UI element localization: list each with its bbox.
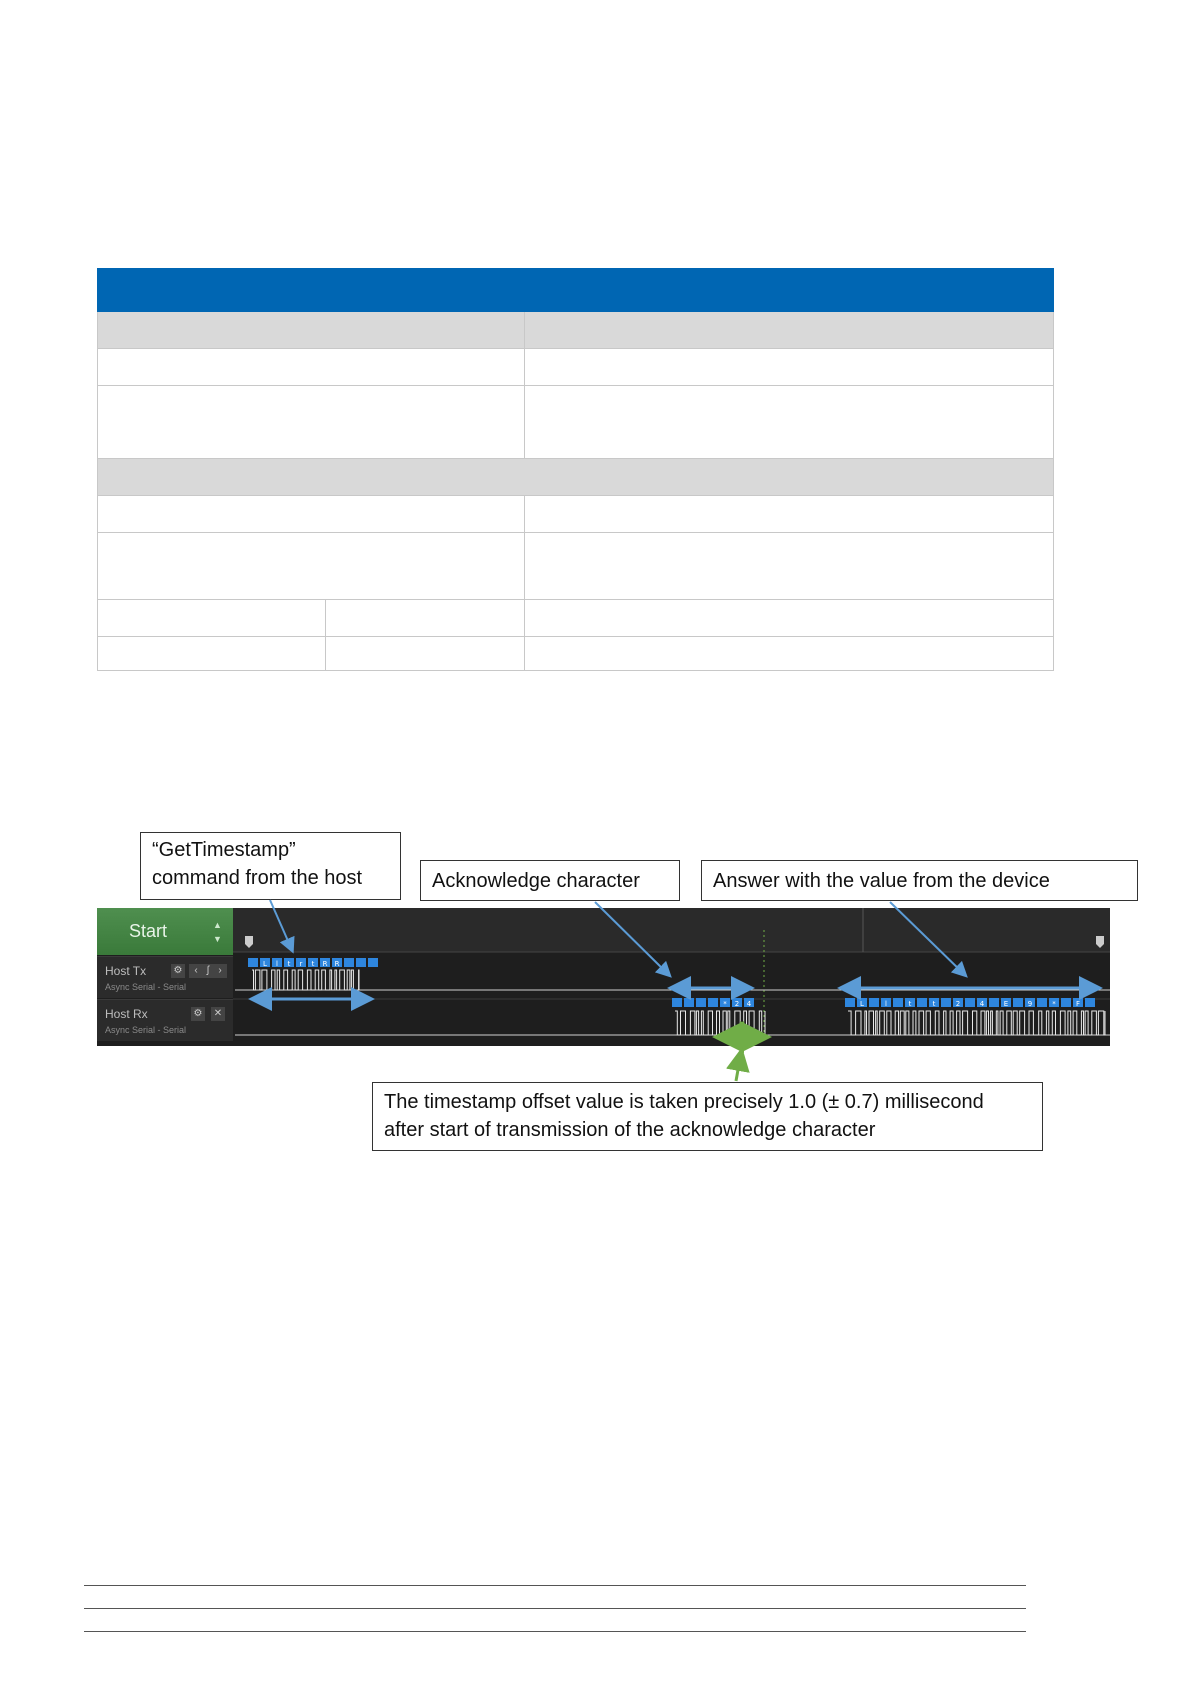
callout-offset-line2: after start of transmission of the acknowledge character: [384, 1119, 876, 1141]
footer-rule: [84, 1608, 1026, 1609]
rx-answer-decoded-box: [989, 998, 999, 1007]
rx-answer-decoded-box: [965, 998, 975, 1007]
table-row: [98, 637, 1054, 671]
rx-answer-decoded-char: t: [932, 1000, 936, 1008]
gear-icon[interactable]: ⚙: [171, 964, 185, 978]
table-section-row: [98, 312, 1054, 349]
callout-get-timestamp: [140, 832, 401, 900]
rx-answer-decoded-box: [941, 998, 951, 1007]
tx-decoded-char: R: [322, 960, 328, 968]
tx-decoded-char: l: [276, 960, 278, 968]
table-section-row: [98, 459, 1054, 496]
gear-icon[interactable]: ⚙: [191, 1007, 205, 1021]
footer-rule: [84, 1631, 1026, 1632]
channel-sub: Async Serial - Serial: [105, 1025, 187, 1035]
rx-answer-decoded-char: F: [1075, 1000, 1081, 1008]
rx-answer-decoded-box: [845, 998, 855, 1007]
rx-answer-decoded-box: [917, 998, 927, 1007]
footer-rule: [84, 1585, 1026, 1586]
callout-acknowledge: [420, 860, 680, 901]
rx-answer-decoded-box: [869, 998, 879, 1007]
table-row: [98, 533, 1054, 600]
start-button-label: Start: [129, 921, 168, 941]
rx-answer-decoded-char: E: [1003, 1000, 1009, 1008]
rx-answer-decoded-box: [893, 998, 903, 1007]
rx-answer-decoded-char: L: [860, 1000, 864, 1008]
rx-answer-waveform: [848, 1011, 1105, 1035]
rx-answer-decoded-char: l: [885, 1000, 887, 1008]
rx-answer-decoded-box: [1037, 998, 1047, 1007]
tx-decoded-char: r: [299, 960, 303, 968]
rx-answer-decoded-char: 9: [1027, 1000, 1033, 1008]
start-arrows-icon[interactable]: ▲ ▼: [213, 920, 222, 944]
tx-decoded-char: t: [311, 960, 315, 968]
channel-sub: Async Serial - Serial: [105, 982, 187, 992]
callout-offset-line1: The timestamp offset value is taken precisely 1.0 (± 0.7) millisecond: [384, 1091, 984, 1113]
rx-answer-decoded-box: [1013, 998, 1023, 1007]
table-header-row: [98, 269, 1054, 312]
rx-answer-decoded-char: *: [1052, 1000, 1056, 1008]
rx-ack-decoded-char: *: [723, 1000, 727, 1008]
callout-answer-text: Answer with the value from the device: [713, 870, 1050, 892]
rx-ack-waveform: [675, 1011, 765, 1035]
tx-decoded-char: R: [334, 960, 340, 968]
callout-answer: [701, 860, 1138, 901]
rx-answer-decoded-char: t: [908, 1000, 912, 1008]
logic-analyzer-panel: [97, 908, 1110, 1046]
tx-decoded-box: [248, 958, 258, 967]
close-icon[interactable]: ✕: [211, 1007, 225, 1021]
chevron-left-icon[interactable]: ‹: [189, 964, 203, 978]
tx-decoded-char: L: [263, 960, 267, 968]
pointer-offset: [736, 1053, 741, 1081]
tx-decoded-box: [344, 958, 354, 967]
rx-ack-decoded-box: [696, 998, 706, 1007]
table-row: [98, 600, 1054, 637]
time-ruler: [233, 908, 1110, 952]
spec-table: [97, 268, 1054, 671]
table-row: [98, 349, 1054, 386]
rx-ack-decoded-box: [708, 998, 718, 1007]
rx-ack-decoded-char: 2: [734, 1000, 740, 1008]
rx-ack-decoded-box: [672, 998, 682, 1007]
rx-ack-decoded-box: [684, 998, 694, 1007]
channel-name: Host Rx: [105, 1007, 148, 1021]
rx-ack-decoded-char: 4: [746, 1000, 752, 1008]
callout-acknowledge-text: Acknowledge character: [432, 870, 640, 892]
rx-answer-decoded-char: 4: [979, 1000, 985, 1008]
waveform-area: [97, 908, 1110, 1046]
rx-answer-decoded-box: [1085, 998, 1095, 1007]
tx-decoded-char: t: [287, 960, 291, 968]
callout-get-timestamp-line1: “GetTimestamp”: [152, 839, 296, 861]
rx-answer-decoded-char: 2: [955, 1000, 961, 1008]
table-row: [98, 496, 1054, 533]
rx-answer-decoded-box: [1061, 998, 1071, 1007]
channel-name: Host Tx: [105, 964, 147, 978]
table-row: [98, 386, 1054, 459]
chevron-right-icon[interactable]: ›: [213, 964, 227, 978]
callout-offset: [372, 1082, 1043, 1151]
callout-get-timestamp-line2: command from the host: [152, 867, 363, 889]
tx-decoded-box: [368, 958, 378, 967]
pulse-icon[interactable]: ʃ: [201, 964, 215, 978]
tx-waveform: [252, 970, 359, 990]
tx-decoded-box: [356, 958, 366, 967]
